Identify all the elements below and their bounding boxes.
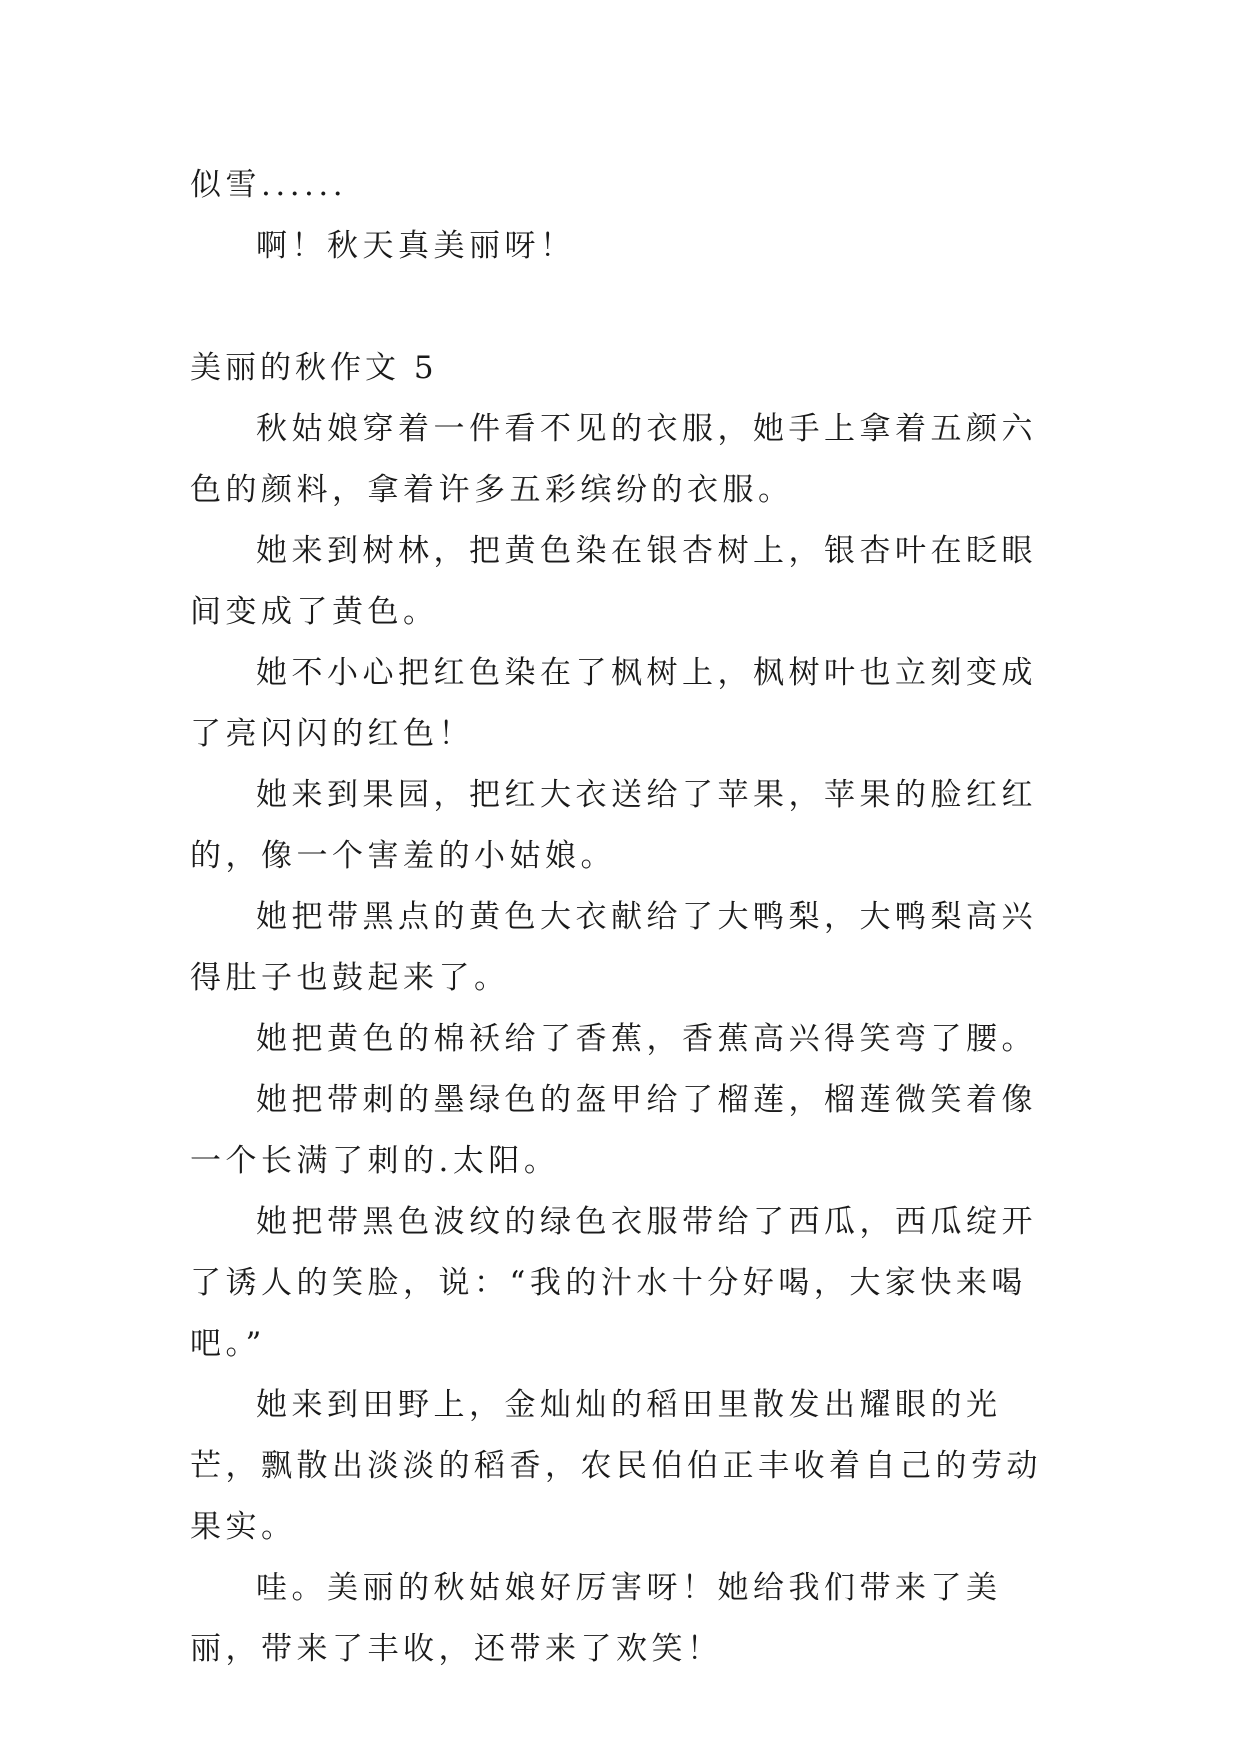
paragraph: 她来到树林，把黄色染在银杏树上，银杏叶在眨眼间变成了黄色。	[190, 533, 1037, 630]
paragraph: 哇。美丽的秋姑娘好厉害呀！她给我们带来了美丽，带来了丰收，还带来了欢笑！	[190, 1570, 1002, 1667]
paragraph: 她把带黑色波纹的绿色衣服带给了西瓜，西瓜绽开了诱人的笑脸，说：“我的汁水十分好喝，大家快来喝吧。”	[190, 1204, 1037, 1362]
previous-closing-line: 啊！秋天真美丽呀！	[256, 228, 576, 264]
paragraph: 她来到果园，把红大衣送给了苹果，苹果的脸红红的，像一个害羞的小姑娘。	[190, 777, 1037, 874]
paragraph: 她把黄色的棉袄给了香蕉，香蕉高兴得笑弯了腰。	[256, 1021, 1037, 1057]
continuation-line: 似雪......	[190, 167, 348, 203]
section-gap	[190, 277, 1065, 338]
document-body	[190, 155, 1065, 1680]
paragraph: 她来到田野上，金灿灿的稻田里散发出耀眼的光芒，飘散出淡淡的稻香，农民伯伯正丰收着自己的劳动果实。	[190, 1387, 1042, 1545]
paragraph: 她不小心把红色染在了枫树上，枫树叶也立刻变成了亮闪闪的红色！	[190, 655, 1037, 752]
paragraph: 秋姑娘穿着一件看不见的衣服，她手上拿着五颜六色的颜料，拿着许多五彩缤纷的衣服。	[190, 411, 1037, 508]
paragraph: 她把带黑点的黄色大衣献给了大鸭梨，大鸭梨高兴得肚子也鼓起来了。	[190, 899, 1037, 996]
paragraph: 她把带刺的墨绿色的盔甲给了榴莲，榴莲微笑着像一个长满了刺的.太阳。	[190, 1082, 1037, 1179]
essay-title: 美丽的秋作文 5	[190, 350, 438, 386]
